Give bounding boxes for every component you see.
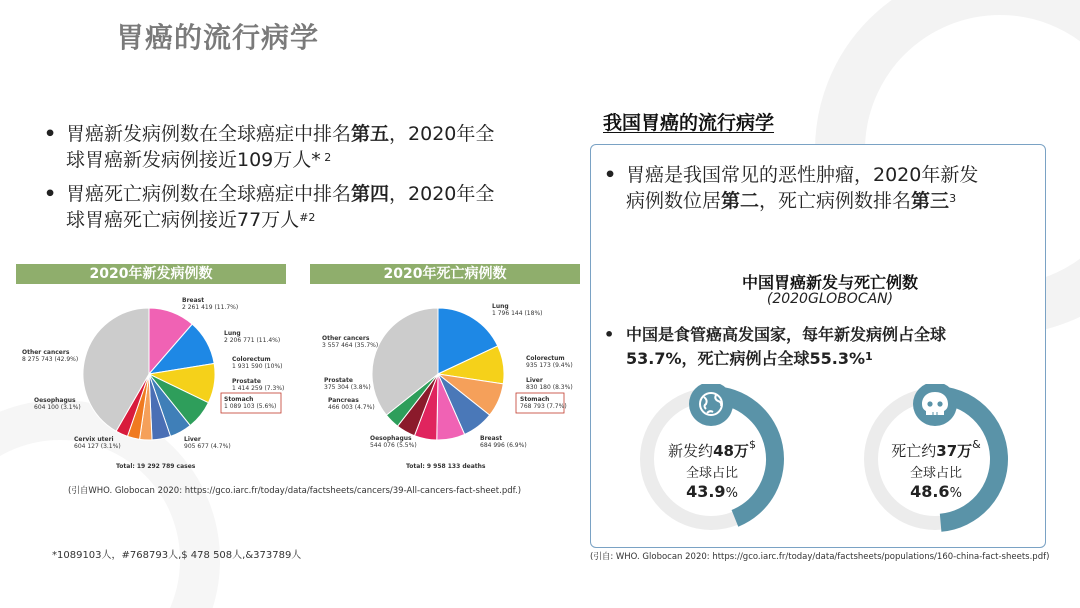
pie-label-breast: Breast xyxy=(182,297,205,304)
pie-value-colorectum: 1 931 590 (10%) xyxy=(232,363,283,370)
bullet-superscript: #2 xyxy=(299,211,316,224)
donut-superscript: & xyxy=(972,438,981,451)
bullet-global-incidence xyxy=(44,121,546,173)
donut-number: 37万 xyxy=(936,442,973,460)
pie-value-lung: 2 206 771 (11.4%) xyxy=(224,337,281,344)
bullet-bold-rank: 第五 xyxy=(351,123,390,145)
donut-incidence-headline xyxy=(662,440,762,461)
pie-label-stomach: Stomach xyxy=(224,396,254,403)
bullet-text: 球胃癌新发病例接近109万人* xyxy=(66,149,321,171)
bullet-china-rank xyxy=(604,162,1026,214)
bullet-superscript: 1 xyxy=(865,350,873,363)
pie-label-oesophagus: Oesophagus xyxy=(34,397,76,404)
donut-incidence-label: 全球占比 xyxy=(685,466,738,481)
pie-label-colorectum: Colorectum xyxy=(526,355,565,362)
bullet-text: ，2020年全 xyxy=(389,123,495,145)
donut-unit: % xyxy=(949,486,962,501)
bullet-text: 球胃癌死亡病例接近77万人 xyxy=(66,209,300,231)
pie-label-pancreas: Pancreas xyxy=(328,397,359,404)
mortality-pie-chart xyxy=(310,288,585,478)
pie-label-lung: Lung xyxy=(224,330,241,337)
pie-value-prostate: 1 414 259 (7.3%) xyxy=(232,385,285,392)
pie-label-lung: Lung xyxy=(492,303,509,310)
bullet-text: 胃癌是我国常见的恶性肿瘤，2020年新发 xyxy=(626,164,979,186)
page-title: 胃癌的流行病学 xyxy=(116,21,320,54)
pie-label-prostate: Prostate xyxy=(324,377,353,384)
donut-unit: % xyxy=(725,486,738,501)
bullet-dot: • xyxy=(604,325,615,344)
pie-label-breast: Breast xyxy=(480,435,503,442)
bullet-text: ，2020年全 xyxy=(389,183,495,205)
bullet-superscript: 2 xyxy=(320,151,332,164)
bullet-esophageal xyxy=(604,323,1036,371)
left-citation: (引自WHO. Globocan 2020: https://gco.iarc.fr/today/data/factsheets/cancers/39-All-cancers-fact-sheet.pdf.) xyxy=(68,486,522,496)
pie-value-cervix: 604 127 (3.1%) xyxy=(74,443,121,450)
donut-text: 死亡约 xyxy=(891,442,937,460)
pie-label-liver: Liver xyxy=(526,377,543,384)
pie-label-other: Other cancers xyxy=(322,335,370,342)
bullet-dot: • xyxy=(44,183,57,205)
donut-percent: 43.9 xyxy=(686,482,726,501)
china-subheading-source: (2020GLOBOCAN) xyxy=(766,291,894,307)
footnote: *1089103人，#768793人,$ 478 508人,&373789人 xyxy=(52,550,302,561)
pie-value-pancreas: 466 003 (4.7%) xyxy=(328,404,375,411)
pie-label-stomach: Stomach xyxy=(520,396,550,403)
pie-value-lung: 1 796 144 (18%) xyxy=(492,310,543,317)
donut-percent: 48.6 xyxy=(910,482,950,501)
incidence-pie-chart xyxy=(16,288,291,478)
pie-label-other: Other cancers xyxy=(22,349,70,356)
pie-label-prostate: Prostate xyxy=(232,378,261,385)
bullet-text: 胃癌新发病例数在全球癌症中排名 xyxy=(66,123,352,145)
donut-mortality-label: 全球占比 xyxy=(909,466,962,481)
right-section-title: 我国胃癌的流行病学 xyxy=(603,112,775,134)
bullet-bold-rank: 第三 xyxy=(911,190,950,212)
pie-value-stomach: 1 089 103 (5.6%) xyxy=(224,403,277,410)
bullet-text: 胃癌死亡病例数在全球癌症中排名 xyxy=(66,183,352,205)
donut-incidence-value xyxy=(662,482,762,501)
pie-value-breast: 2 261 419 (11.7%) xyxy=(182,304,239,311)
bullet-text: 病例数位居 xyxy=(626,190,722,212)
bullet-superscript: 3 xyxy=(949,192,957,205)
pie-value-oesophagus: 544 076 (5.5%) xyxy=(370,442,417,449)
bullet-text: ，死亡病例数排名 xyxy=(759,190,912,212)
bullet-dot: • xyxy=(44,123,57,145)
pie-total: Total: 19 292 789 cases xyxy=(116,463,196,470)
chart-banner-incidence: 2020年新发病例数 xyxy=(16,264,286,284)
pie-total: Total: 9 958 133 deaths xyxy=(406,463,486,470)
pie-label-colorectum: Colorectum xyxy=(232,356,271,363)
donut-number: 48万 xyxy=(713,442,749,460)
pie-value-prostate: 375 304 (3.8%) xyxy=(324,384,371,391)
bullet-bold-rank: 第四 xyxy=(351,183,390,205)
pie-label-liver: Liver xyxy=(184,436,201,443)
pie-label-cervix: Cervix uteri xyxy=(74,436,114,443)
bullet-dot: • xyxy=(604,164,617,186)
pie-value-breast: 684 996 (6.9%) xyxy=(480,442,527,449)
pie-label-oesophagus: Oesophagus xyxy=(370,435,412,442)
pie-value-oesophagus: 604 100 (3.1%) xyxy=(34,404,81,411)
pie-value-other: 8 275 743 (42.9%) xyxy=(22,356,79,363)
pie-value-colorectum: 935 173 (9.4%) xyxy=(526,362,573,369)
pie-value-liver: 905 677 (4.7%) xyxy=(184,443,231,450)
bullet-bold-rank: 第二 xyxy=(721,190,760,212)
right-citation: (引自: WHO. Globocan 2020: https://gco.iarc.fr/today/data/factsheets/populations/160-china-fact-sheets.pdf) xyxy=(590,552,1050,562)
donut-text: 新发约 xyxy=(668,442,714,460)
bullet-text: 53.7%，死亡病例占全球55.3% xyxy=(626,349,866,368)
chart-banner-mortality: 2020年死亡病例数 xyxy=(310,264,580,284)
china-subheading: 中国胃癌新发与死亡例数 xyxy=(741,273,918,292)
pie-value-stomach: 768 793 (7.7%) xyxy=(520,403,567,410)
bullet-global-mortality xyxy=(44,181,546,233)
pie-value-liver: 830 180 (8.3%) xyxy=(526,384,573,391)
donut-superscript: $ xyxy=(748,438,756,451)
donut-mortality-value xyxy=(886,482,986,501)
bullet-text: 中国是食管癌高发国家，每年新发病例占全球 xyxy=(626,325,947,344)
pie-value-other: 3 557 464 (35.7%) xyxy=(322,342,379,349)
donut-mortality-headline xyxy=(886,440,986,461)
